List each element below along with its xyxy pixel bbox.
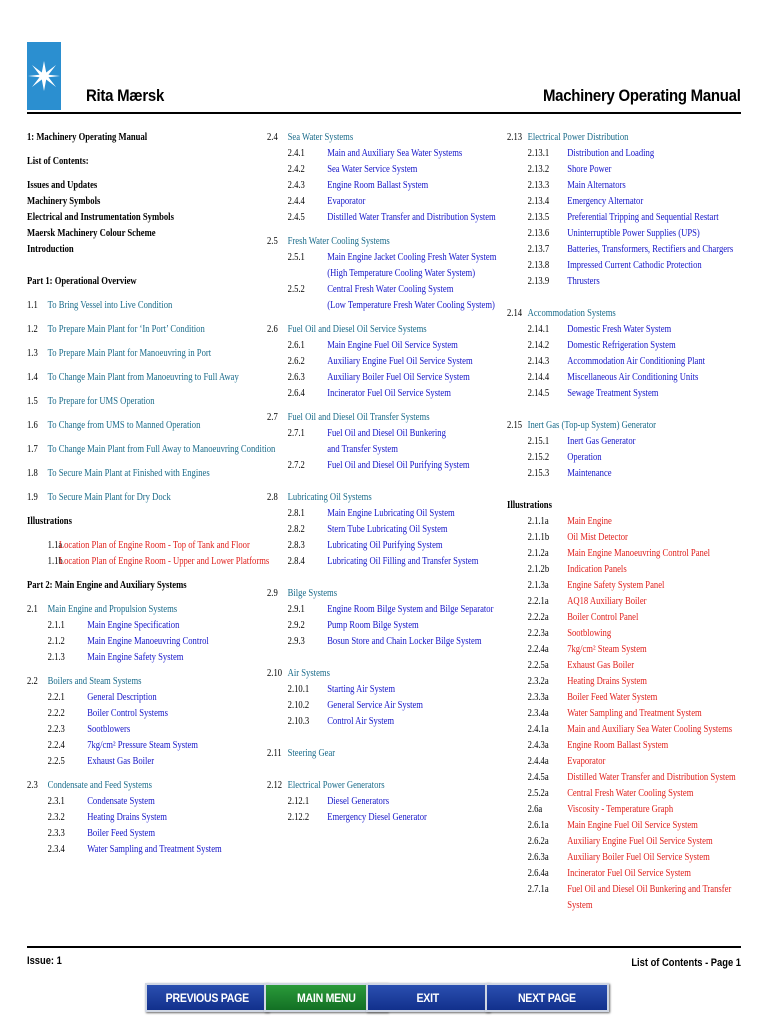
- illustration-link-2-3-4a[interactable]: 2.3.4a Water Sampling and Treatment System: [527, 708, 702, 719]
- illustration-link-2-1-1b[interactable]: 2.1.1b Oil Mist Detector: [527, 532, 628, 543]
- toc-link-2-3-3[interactable]: 2.3.3 Boiler Feed System: [47, 828, 156, 839]
- toc-link-2-7-1[interactable]: 2.7.1 Fuel Oil and Diesel Oil Bunkering: [287, 428, 446, 439]
- illustration-link-2-4-5a[interactable]: 2.4.5a Distilled Water Transfer and Distribution System: [527, 772, 736, 783]
- star-icon: [27, 59, 61, 93]
- illustration-link-2-6-1a[interactable]: 2.6.1a Main Engine Fuel Oil Service System: [527, 820, 698, 831]
- illustration-link-2-7-1a[interactable]: 2.7.1a Fuel Oil and Diesel Oil Bunkering and Transfer: [527, 884, 732, 895]
- issue-label: Issue: 1: [27, 955, 62, 967]
- toc-link-2-9-3[interactable]: 2.9.3 Bosun Store and Chain Locker Bilge System: [287, 636, 482, 647]
- illustration-link-1-1a[interactable]: 1.1a Location Plan of Engine Room - Top of Tank and Floor: [47, 540, 250, 551]
- toc-link-2-4-5[interactable]: 2.4.5 Distilled Water Transfer and Distribution System: [287, 212, 496, 223]
- illustration-link-2-1-3a[interactable]: 2.1.3a Engine Safety System Panel: [527, 580, 665, 591]
- front-electrical-symbols[interactable]: Electrical and Instrumentation Symbols: [27, 212, 174, 223]
- toc-link-2-8-3[interactable]: 2.8.3 Lubricating Oil Purifying System: [287, 540, 443, 551]
- toc-link-2-13-2[interactable]: 2.13.2 Shore Power: [527, 164, 612, 175]
- toc-link-1-4[interactable]: 1.4 To Change Main Plant from Manoeuvring to Full Away: [27, 372, 239, 383]
- toc-link-2-15-2[interactable]: 2.15.2 Operation: [527, 452, 602, 463]
- toc-link-2-13-7[interactable]: 2.13.7 Batteries, Transformers, Rectifiers and Chargers: [527, 244, 734, 255]
- toc-link-2-14-4[interactable]: 2.14.4 Miscellaneous Air Conditioning Units: [527, 372, 699, 383]
- toc-section-2-9[interactable]: 2.9 Bilge Systems: [267, 588, 338, 599]
- illustration-link-2-1-1a[interactable]: 2.1.1a Main Engine: [527, 516, 612, 527]
- toc-link-2-8-2[interactable]: 2.8.2 Stern Tube Lubricating Oil System: [287, 524, 448, 535]
- toc-link-2-8-4[interactable]: 2.8.4 Lubricating Oil Filling and Transfer System: [287, 556, 479, 567]
- toc-link-2-4-4[interactable]: 2.4.4 Evaporator: [287, 196, 366, 207]
- front-colour-scheme[interactable]: Maersk Machinery Colour Scheme: [27, 228, 156, 239]
- illustrations-heading-1: Illustrations: [27, 516, 72, 527]
- toc-section-2-6[interactable]: 2.6 Fuel Oil and Diesel Oil Service Systems: [267, 324, 427, 335]
- list-label: List of Contents:: [27, 156, 89, 167]
- toc-link-2-2-2[interactable]: 2.2.2 Boiler Control Systems: [47, 708, 168, 719]
- toc-link-2-6-2[interactable]: 2.6.2 Auxiliary Engine Fuel Oil Service System: [287, 356, 473, 367]
- toc-link-1-2[interactable]: 1.2 To Prepare Main Plant for ‘In Port’ Condition: [27, 324, 205, 335]
- toc-link-2-14-1[interactable]: 2.14.1 Domestic Fresh Water System: [527, 324, 672, 335]
- toc-link-2-14-5[interactable]: 2.14.5 Sewage Treatment System: [527, 388, 659, 399]
- toc-link-2-5-1-cont[interactable]: (High Temperature Cooling Water System): [327, 268, 476, 279]
- contents-column-3: [507, 130, 739, 914]
- main-menu-label: MAIN MENU: [296, 990, 356, 1005]
- toc-link-1-6[interactable]: 1.6 To Change from UMS to Manned Operation: [27, 420, 201, 431]
- toc-link-2-6-1[interactable]: 2.6.1 Main Engine Fuel Oil Service System: [287, 340, 458, 351]
- toc-link-2-3-2[interactable]: 2.3.2 Heating Drains System: [47, 812, 167, 823]
- toc-link-2-12-1[interactable]: 2.12.1 Diesel Generators: [287, 796, 390, 807]
- illustration-link-2-2-2a[interactable]: 2.2.2a Boiler Control Panel: [527, 612, 639, 623]
- previous-page-label: PREVIOUS PAGE: [165, 990, 249, 1005]
- toc-section-2-15[interactable]: 2.15 Inert Gas (Top-up System) Generator: [507, 420, 657, 431]
- toc-link-2-1-3[interactable]: 2.1.3 Main Engine Safety System: [47, 652, 184, 663]
- toc-link-1-7[interactable]: 1.7 To Change Main Plant from Full Away to Manoeuvring Condition: [27, 444, 276, 455]
- toc-section-2-5[interactable]: 2.5 Fresh Water Cooling Systems: [267, 236, 390, 247]
- illustration-link-2-7-1a-cont[interactable]: System: [567, 900, 593, 911]
- page-label: List of Contents - Page 1: [631, 957, 741, 969]
- toc-section-2-1[interactable]: 2.1 Main Engine and Propulsion Systems: [27, 604, 178, 615]
- toc-link-2-2-4[interactable]: 2.2.4 7kg/cm² Pressure Steam System: [47, 740, 198, 751]
- toc-link-2-1-1[interactable]: 2.1.1 Main Engine Specification: [47, 620, 180, 631]
- ship-name: Rita Mærsk: [86, 86, 165, 105]
- front-issues[interactable]: Issues and Updates: [27, 180, 98, 191]
- toc-link-2-6-4[interactable]: 2.6.4 Incinerator Fuel Oil Service System: [287, 388, 451, 399]
- toc-section-2-8[interactable]: 2.8 Lubricating Oil Systems: [267, 492, 372, 503]
- toc-link-2-3-4[interactable]: 2.3.4 Water Sampling and Treatment System: [47, 844, 222, 855]
- toc-link-2-7-2[interactable]: 2.7.2 Fuel Oil and Diesel Oil Purifying System: [287, 460, 470, 471]
- illustration-link-2-1-2a[interactable]: 2.1.2a Main Engine Manoeuvring Control Panel: [527, 548, 711, 559]
- contents-column-1: [27, 130, 276, 858]
- toc-link-2-2-5[interactable]: 2.2.5 Exhaust Gas Boiler: [47, 756, 155, 767]
- toc-link-2-2-3[interactable]: 2.2.3 Sootblowers: [47, 724, 131, 735]
- illustration-link-2-2-1a[interactable]: 2.2.1a AQ18 Auxiliary Boiler: [527, 596, 647, 607]
- illustration-link-2-6-4a[interactable]: 2.6.4a Incinerator Fuel Oil Service System: [527, 868, 691, 879]
- toc-link-2-8-1[interactable]: 2.8.1 Main Engine Lubricating Oil System: [287, 508, 455, 519]
- toc-link-2-10-3[interactable]: 2.10.3 Control Air System: [287, 716, 395, 727]
- toc-link-2-13-3[interactable]: 2.13.3 Main Alternators: [527, 180, 626, 191]
- toc-link-2-5-1[interactable]: 2.5.1 Main Engine Jacket Cooling Fresh Water System: [287, 252, 497, 263]
- illustration-link-2-2-5a[interactable]: 2.2.5a Exhaust Gas Boiler: [527, 660, 635, 671]
- toc-link-2-13-8[interactable]: 2.13.8 Impressed Current Cathodic Protection: [527, 260, 702, 271]
- toc-section-2-10[interactable]: 2.10 Air Systems: [267, 668, 330, 679]
- toc-link-2-13-5[interactable]: 2.13.5 Preferential Tripping and Sequential Restart: [527, 212, 719, 223]
- part2-heading: Part 2: Main Engine and Auxiliary Systems: [27, 580, 187, 591]
- footer-rule: [27, 946, 741, 948]
- toc-link-2-14-3[interactable]: 2.14.3 Accommodation Air Conditioning Plant: [527, 356, 706, 367]
- illustration-link-2-6-3a[interactable]: 2.6.3a Auxiliary Boiler Fuel Oil Service System: [527, 852, 710, 863]
- toc-link-2-12-2[interactable]: 2.12.2 Emergency Diesel Generator: [287, 812, 427, 823]
- toc-link-2-4-3[interactable]: 2.4.3 Engine Room Ballast System: [287, 180, 429, 191]
- toc-link-2-7-1-cont[interactable]: and Transfer System: [327, 444, 398, 455]
- toc-section-2-14[interactable]: 2.14 Accommodation Systems: [507, 308, 616, 319]
- part1-heading: Part 1: Operational Overview: [27, 276, 137, 287]
- toc-section-2-4[interactable]: 2.4 Sea Water Systems: [267, 132, 354, 143]
- contents-column-2: [267, 130, 499, 826]
- illustration-link-2-5-2a[interactable]: 2.5.2a Central Fresh Water Cooling System: [527, 788, 694, 799]
- illustration-link-2-4-1a[interactable]: 2.4.1a Main and Auxiliary Sea Water Cooling Systems: [527, 724, 733, 735]
- toc-link-2-10-1[interactable]: 2.10.1 Starting Air System: [287, 684, 396, 695]
- toc-link-2-13-6[interactable]: 2.13.6 Uninterruptible Power Supplies (UPS): [527, 228, 700, 239]
- toc-link-1-8[interactable]: 1.8 To Secure Main Plant at Finished with Engines: [27, 468, 210, 479]
- toc-link-1-9[interactable]: 1.9 To Secure Main Plant for Dry Dock: [27, 492, 171, 503]
- toc-link-2-9-2[interactable]: 2.9.2 Pump Room Bilge System: [287, 620, 419, 631]
- next-page-label: NEXT PAGE: [518, 990, 576, 1005]
- illustration-link-2-4-3a[interactable]: 2.4.3a Engine Room Ballast System: [527, 740, 669, 751]
- illustration-link-2-2-3a[interactable]: 2.2.3a Sootblowing: [527, 628, 612, 639]
- toc-link-2-10-2[interactable]: 2.10.2 General Service Air System: [287, 700, 423, 711]
- illustration-link-2-3-2a[interactable]: 2.3.2a Heating Drains System: [527, 676, 647, 687]
- toc-link-2-5-2[interactable]: 2.5.2 Central Fresh Water Cooling System: [287, 284, 454, 295]
- toc-section-2-2[interactable]: 2.2 Boilers and Steam Systems: [27, 676, 142, 687]
- toc-section-2-3[interactable]: 2.3 Condensate and Feed Systems: [27, 780, 153, 791]
- toc-section-2-12[interactable]: 2.12 Electrical Power Generators: [267, 780, 385, 791]
- toc-link-2-5-2-cont[interactable]: (Low Temperature Fresh Water Cooling System): [327, 300, 495, 311]
- toc-link-2-13-4[interactable]: 2.13.4 Emergency Alternator: [527, 196, 644, 207]
- front-introduction[interactable]: Introduction: [27, 244, 74, 255]
- toc-link-2-4-1[interactable]: 2.4.1 Main and Auxiliary Sea Water Systems: [287, 148, 463, 159]
- illustration-link-2-3-3a[interactable]: 2.3.3a Boiler Feed Water System: [527, 692, 658, 703]
- toc-link-2-1-2[interactable]: 2.1.2 Main Engine Manoeuvring Control: [47, 636, 209, 647]
- toc-link-2-6-3[interactable]: 2.6.3 Auxiliary Boiler Fuel Oil Service System: [287, 372, 470, 383]
- toc-link-2-15-1[interactable]: 2.15.1 Inert Gas Generator: [527, 436, 636, 447]
- illustration-link-2-2-4a[interactable]: 2.2.4a 7kg/cm² Steam System: [527, 644, 647, 655]
- toc-link-2-9-1[interactable]: 2.9.1 Engine Room Bilge System and Bilge Separator: [287, 604, 494, 615]
- toc-link-1-3[interactable]: 1.3 To Prepare Main Plant for Manoeuvring in Port: [27, 348, 212, 359]
- toc-link-2-13-9[interactable]: 2.13.9 Thrusters: [527, 276, 600, 287]
- maersk-star-logo: [27, 42, 61, 110]
- toc-link-2-2-1[interactable]: 2.2.1 General Description: [47, 692, 157, 703]
- front-symbols[interactable]: Machinery Symbols: [27, 196, 101, 207]
- toc-link-1-5[interactable]: 1.5 To Prepare for UMS Operation: [27, 396, 155, 407]
- exit-label: EXIT: [416, 990, 440, 1005]
- toc-link-1-1[interactable]: 1.1 To Bring Vessel into Live Condition: [27, 300, 173, 311]
- toc-link-2-4-2[interactable]: 2.4.2 Sea Water Service System: [287, 164, 418, 175]
- header-rule: [27, 112, 741, 114]
- illustration-link-2-1-2b[interactable]: 2.1.2b Indication Panels: [527, 564, 627, 575]
- illustrations-heading-2: Illustrations: [507, 500, 552, 511]
- previous-page-button[interactable]: [145, 983, 269, 1012]
- manual-title: Machinery Operating Manual: [543, 86, 741, 105]
- illustration-link-2-4-4a[interactable]: 2.4.4a Evaporator: [527, 756, 606, 767]
- toc-section-2-13[interactable]: 2.13 Electrical Power Distribution: [507, 132, 629, 143]
- exit-button[interactable]: [366, 983, 490, 1012]
- toc-link-2-13-1[interactable]: 2.13.1 Distribution and Loading: [527, 148, 655, 159]
- illustration-link-2-6-2a[interactable]: 2.6.2a Auxiliary Engine Fuel Oil Service System: [527, 836, 713, 847]
- toc-link-2-14-2[interactable]: 2.14.2 Domestic Refrigeration System: [527, 340, 676, 351]
- toc-section-2-7[interactable]: 2.7 Fuel Oil and Diesel Oil Transfer Systems: [267, 412, 430, 423]
- toc-section-2-11[interactable]: 2.11 Steering Gear: [267, 748, 336, 759]
- toc-link-2-15-3[interactable]: 2.15.3 Maintenance: [527, 468, 612, 479]
- illustration-link-1-1b[interactable]: 1.1b Location Plan of Engine Room - Upper and Lower Platforms: [47, 556, 270, 567]
- toc-link-2-3-1[interactable]: 2.3.1 Condensate System: [47, 796, 155, 807]
- next-page-button[interactable]: [485, 983, 609, 1012]
- illustration-link-2-6a[interactable]: 2.6a Viscosity - Temperature Graph: [527, 804, 674, 815]
- manual-heading: 1: Machinery Operating Manual: [27, 132, 148, 143]
